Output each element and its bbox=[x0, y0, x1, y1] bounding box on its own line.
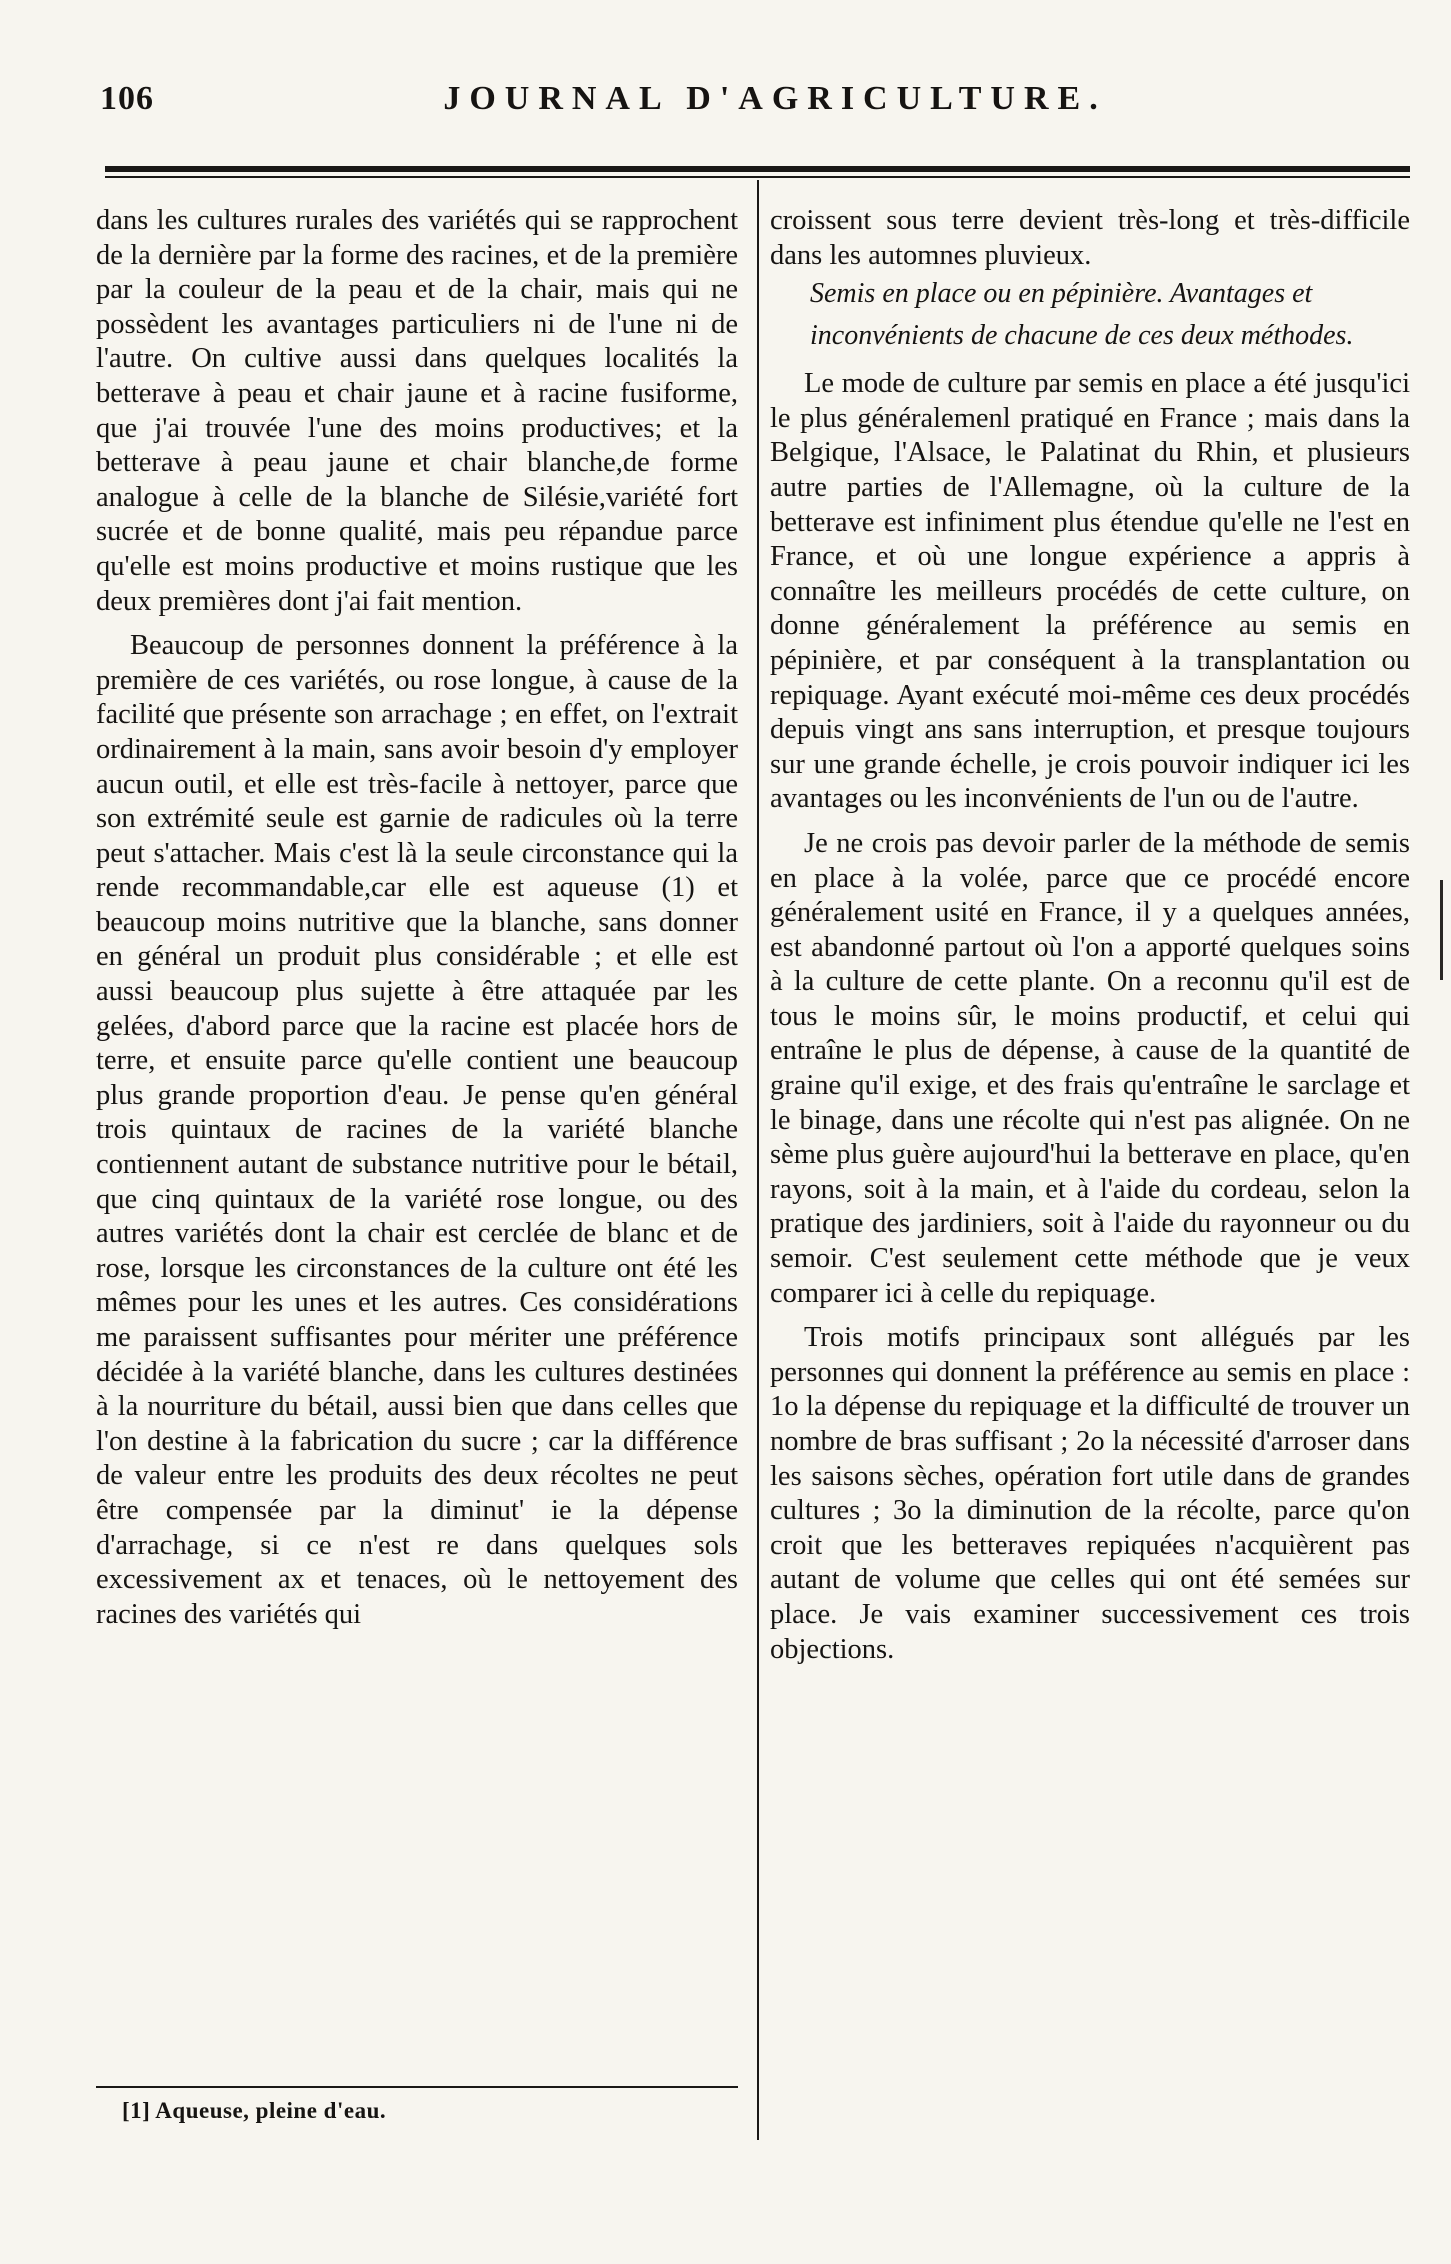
left-paragraph-2: Beaucoup de personnes donnent la préférence à la première de ces variétés, ou rose longue, à cause de la facilité que présente son arrachage ; en effet, on l'extrait ordinairement à la main, sans avoir besoin d'y employer aucun outil, et elle est très-facile à nettoyer, parce que son extrémité seule est garnie de radicules où la terre peut s'attacher. Mais c'est là la seule circonstance qui la rende recommandable,car elle est aqueuse (1) et beaucoup moins nutritive que la blanche, sans donner en général un produit plus considérable ; et elle est aussi beaucoup plus sujette à être attaquée par les gelées, d'abord parce que la racine est placée hors de terre, et ensuite parce qu'elle contient une beaucoup plus grande proportion d'eau. Je pense qu'en général trois quintaux de racines de la variété blanche contiennent autant de substance nutritive pour le bétail, que cinq quintaux de la variété rose longue, ou des autres variétés dont la chair est cerclée de blanc et de rose, lorsque les circonstances de la culture ont été les mêmes pour les unes et les autres. Ces considérations me paraissent suffisantes pour mériter une préférence décidée à la variété blanche, dans les cultures destinées à la nourriture du bétail, aussi bien que dans celles que l'on destine à la fabrication du sucre ; car la différence de valeur entre les produits des deux récoltes ne peut être compensée par la diminut' ie la dépense d'arrachage, si ce n'est re dans quelques sols excessivement ax et tenaces, où le nettoyement des racines des variétés qui bbox=[96, 630, 738, 1630]
margin-mark bbox=[1440, 880, 1443, 980]
header-rule-thick bbox=[105, 166, 1410, 172]
page-header bbox=[100, 80, 1410, 136]
footnote: [1] Aqueuse, pleine d'eau. bbox=[122, 2098, 387, 2123]
column-divider bbox=[757, 180, 759, 2140]
header-rule-thin bbox=[105, 176, 1410, 178]
right-paragraph-3: Trois motifs principaux sont allégués par les personnes qui donnent la préférence au semis en place : 1o la dépense du repiquage et la difficulté de trouver un nombre de bras suffisant ; 2o la nécessité d'arroser dans les saisons sèches, opération fort utile dans de grandes cultures ; 3o la diminution de la récolte, parce qu'on croit que les betteraves repiquées n'acquièrent pas autant de volume que celles qui ont été semées sur place. Je vais examiner successivement ces trois objections. bbox=[770, 1322, 1410, 1665]
section-heading: Semis en place ou en pépinière. Avantages et inconvénients de chacune de ces deux méthodes. bbox=[810, 278, 1354, 352]
right-lead-paragraph: croissent sous terre devient très-long et très-difficile dans les automnes pluvieux. bbox=[770, 205, 1410, 271]
right-column bbox=[770, 204, 1410, 1667]
left-column bbox=[96, 204, 738, 1632]
journal-title: JOURNAL D'AGRICULTURE. bbox=[443, 80, 1107, 117]
footnote-rule bbox=[96, 2086, 738, 2088]
right-paragraph-2: Je ne crois pas devoir parler de la méthode de semis en place à la volée, parce que ce procédé encore généralement usité en France, il y a quelques années, est abandonné partout où l'on a apporté quelques soins à la culture de cette plante. On a reconnu qu'il est de tous le moins sûr, le moins productif, et celui qui entraîne le plus de dépense, à cause de la quantité de graine qu'il exige, et des frais qu'entraîne le sarclage et le binage, dans une récolte qui n'est pas alignée. On ne sème plus guère aujourd'hui la betterave en place, qu'en rayons, soit à la main, et à l'aide du cordeau, selon la pratique des jardiniers, soit à l'aide du rayonneur ou du semoir. C'est seulement cette méthode que je veux comparer ici à celle du repiquage. bbox=[770, 827, 1410, 1309]
page-number: 106 bbox=[100, 80, 154, 117]
left-paragraph-1: dans les cultures rurales des variétés qui se rapprochent de la dernière par la forme des racines, et de la première par la couleur de la peau et de la chair, mais qui ne possèdent les avantages particuliers ni de l'une ni de l'autre. On cultive aussi dans quelques localités la betterave à peau et chair jaune et à racine fusiforme, que j'ai trouvée l'une des moins productives; et la betterave à peau jaune et chair blanche,de forme analogue à celle de la blanche de Silésie,variété fort sucrée et de bonne qualité, mais peu répandue parce qu'elle est moins productive et moins rustique que les deux premières dont j'ai fait mention. bbox=[96, 205, 738, 617]
right-paragraph-1: Le mode de culture par semis en place a été jusqu'ici le plus généralemenl pratiqué en France ; mais dans la Belgique, l'Alsace, le Palatinat du Rhin, et plusieurs autre parties de l'Allemagne, où la culture de la betterave est infiniment plus étendue qu'elle ne l'est en France, et où une longue expérience a appris à connaître les meilleurs procédés de cette culture, on donne généralement la préférence au semis en pépinière, et par conséquent à la transplantation ou repiquage. Ayant exécuté moi-même ces deux procédés depuis vingt ans sans interruption, et presque toujours sur une grande échelle, je crois pouvoir indiquer ici les avantages ou les inconvénients de l'un ou de l'autre. bbox=[770, 368, 1410, 815]
